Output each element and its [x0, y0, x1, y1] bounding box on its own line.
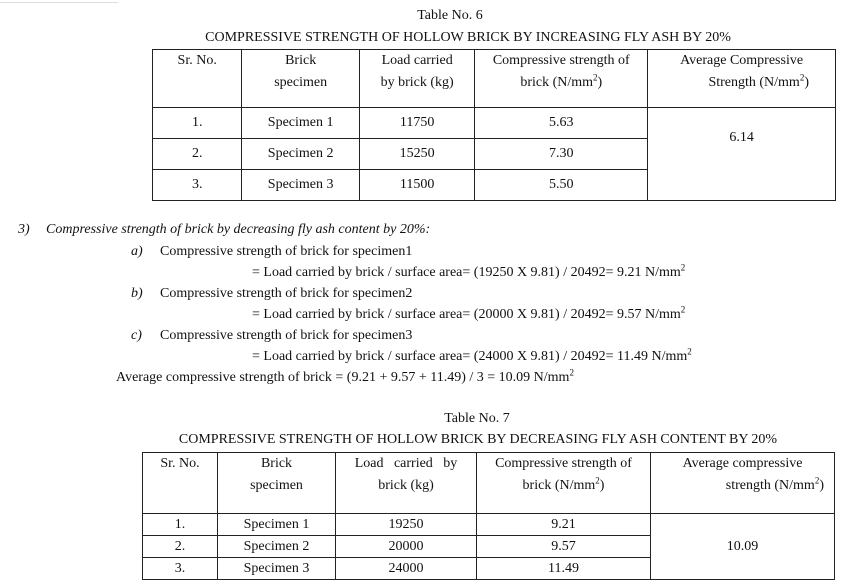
item-b-formula: = Load carried by brick / surface area= (20000 X 9.81) / 20492= 9.57 $N/mm^2$ [252, 304, 686, 322]
table-row [153, 108, 836, 139]
table6-caption: Table No. 6 [417, 8, 483, 23]
table6-cell-sr: 2. [153, 139, 242, 170]
table6-cell-sr: 3. [153, 170, 242, 201]
table6-header-sr: Sr. No. [153, 50, 242, 108]
table7-caption: Table No. 7 [444, 411, 510, 426]
table6-cell-load: 11500 [359, 170, 475, 201]
item-c-formula: = Load carried by brick / surface area= (24000 X 9.81) / 20492= 11.49 $N/mm^2$ [252, 346, 692, 364]
table7-header-strength: Compressive strength of brick $(N/mm^2)$ [477, 453, 651, 514]
table-row [143, 514, 835, 536]
item-c-letter: c) [131, 328, 142, 343]
table6-cell-strength: 7.30 [475, 139, 648, 170]
table7-header-average: Average compressive strength $(N/mm^2)$ [651, 453, 835, 514]
table7-cell-specimen: Specimen 1 [218, 514, 336, 536]
table7-cell-strength: 9.21 [477, 514, 651, 536]
table6-cell-load: 11750 [359, 108, 475, 139]
table7-header-row [143, 453, 835, 514]
table6-average-value: 6.14 [648, 108, 836, 201]
table7-header-load: Load carried by brick (kg) [336, 453, 477, 514]
item-a-title: Compressive strength of brick for specimen1 [160, 244, 413, 259]
item-c-title: Compressive strength of brick for specimen3 [160, 328, 413, 343]
table6-cell-sr: 1. [153, 108, 242, 139]
table6-header-average: Average Compressive Strength $(N/mm^2)$ [648, 50, 836, 108]
table7-cell-load: 24000 [336, 558, 477, 580]
table7-average-value: 10.09 [651, 514, 835, 580]
section3-number: 3) [18, 222, 30, 237]
table6-header-strength: Compressive strength of brick $(N/mm^2)$ [475, 50, 648, 108]
table7-title: COMPRESSIVE STRENGTH OF HOLLOW BRICK BY DECREASING FLY ASH CONTENT BY 20% [178, 432, 778, 447]
table6-title: COMPRESSIVE STRENGTH OF HOLLOW BRICK BY INCREASING FLY ASH BY 20% [205, 30, 731, 45]
table6-header-load: Load carried by brick (kg) [359, 50, 475, 108]
item-b-title: Compressive strength of brick for specimen2 [160, 286, 413, 301]
table6-cell-load: 15250 [359, 139, 475, 170]
table6 [152, 49, 836, 201]
section3-heading: Compressive strength of brick by decreasing fly ash content by 20%: [46, 222, 431, 237]
table7-cell-specimen: Specimen 3 [218, 558, 336, 580]
table7-cell-sr: 3. [143, 558, 218, 580]
table6-cell-strength: 5.50 [475, 170, 648, 201]
table7-cell-load: 19250 [336, 514, 477, 536]
table7-cell-load: 20000 [336, 536, 477, 558]
table6-header-row [153, 50, 836, 108]
table7-cell-strength: 9.57 [477, 536, 651, 558]
table6-cell-specimen: Specimen 1 [242, 108, 360, 139]
table7-cell-sr: 2. [143, 536, 218, 558]
item-b-letter: b) [131, 286, 143, 301]
table7-cell-specimen: Specimen 2 [218, 536, 336, 558]
table7-header-sr: Sr. No. [143, 453, 218, 514]
table7-header-brick: Brick specimen [218, 453, 336, 514]
table7 [142, 452, 835, 580]
table6-cell-strength: 5.63 [475, 108, 648, 139]
table6-header-brick: Brick specimen [242, 50, 360, 108]
top-rule [0, 2, 118, 3]
table7-cell-sr: 1. [143, 514, 218, 536]
table7-cell-strength: 11.49 [477, 558, 651, 580]
item-a-letter: a) [131, 244, 143, 259]
table6-cell-specimen: Specimen 3 [242, 170, 360, 201]
average-line: Average compressive strength of brick = (9.21 + 9.57 + 11.49) / 3 = 10.09 $N/mm^2$ [116, 367, 574, 385]
table6-cell-specimen: Specimen 2 [242, 139, 360, 170]
item-a-formula: = Load carried by brick / surface area= (19250 X 9.81) / 20492= 9.21 $N/mm^2$ [252, 262, 686, 280]
